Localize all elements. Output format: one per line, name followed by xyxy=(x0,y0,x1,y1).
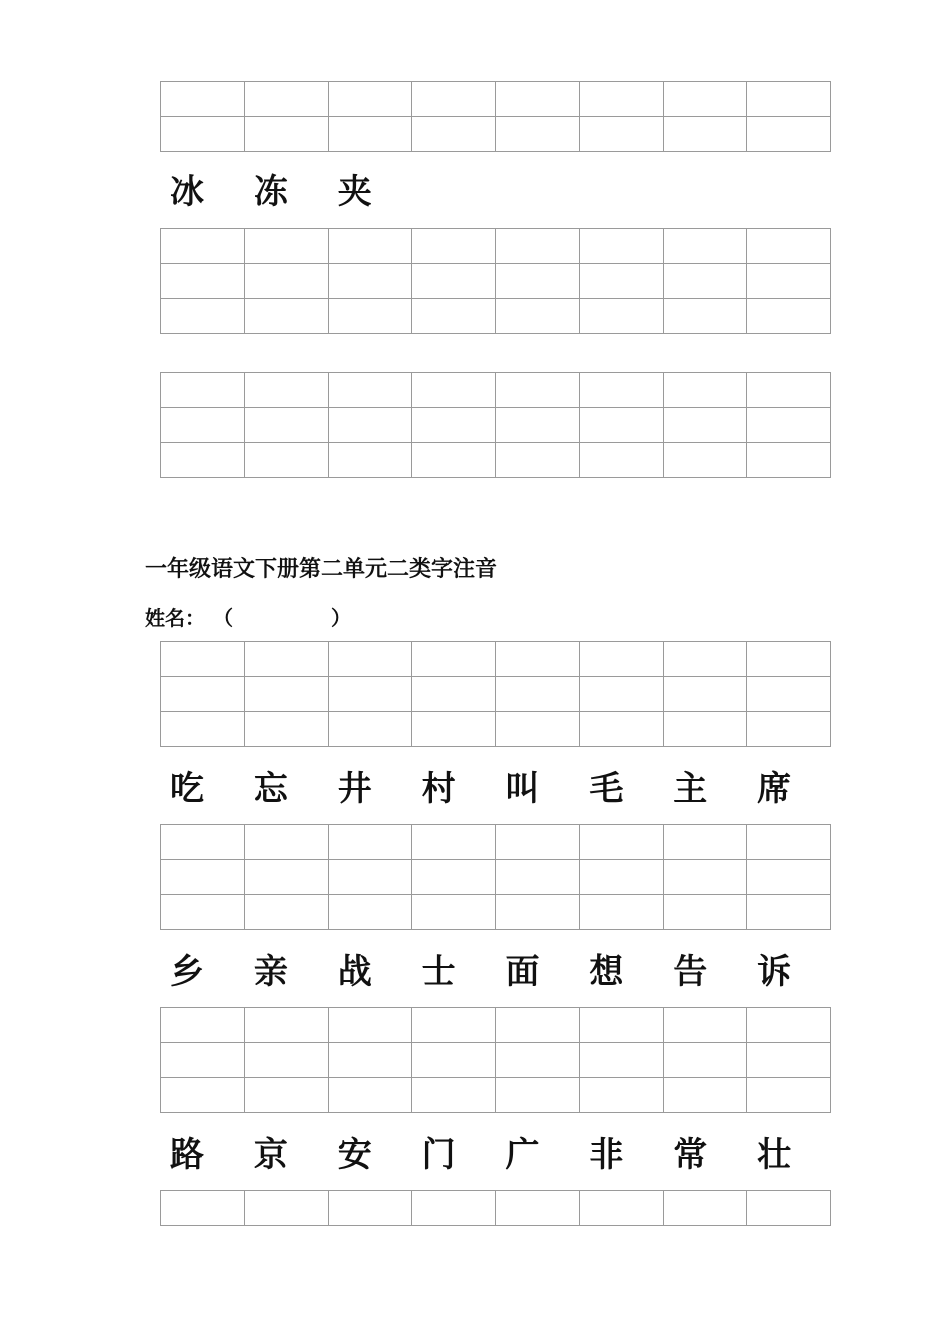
pinyin-cell[interactable] xyxy=(664,117,748,152)
pinyin-cell[interactable] xyxy=(747,1191,831,1226)
hanzi-char: 诉 xyxy=(757,952,792,992)
pinyin-cell[interactable] xyxy=(329,82,413,117)
hanzi-char: 村 xyxy=(421,769,456,809)
pinyin-cell[interactable] xyxy=(329,264,413,299)
pinyin-cell[interactable] xyxy=(161,677,245,712)
pinyin-cell[interactable] xyxy=(412,373,496,408)
pinyin-cell[interactable] xyxy=(245,117,329,152)
pinyin-cell[interactable] xyxy=(496,82,580,117)
pinyin-cell[interactable] xyxy=(245,82,329,117)
pinyin-cell[interactable] xyxy=(496,1043,580,1078)
hanzi-char: 门 xyxy=(421,1135,456,1175)
pinyin-cell[interactable] xyxy=(496,443,580,478)
pinyin-cell[interactable] xyxy=(329,229,413,264)
hanzi-char: 安 xyxy=(337,1135,372,1175)
pinyin-cell[interactable] xyxy=(412,642,496,677)
pinyin-cell[interactable] xyxy=(245,1191,329,1226)
pinyin-cell[interactable] xyxy=(664,1078,748,1113)
pinyin-cell[interactable] xyxy=(747,408,831,443)
pinyin-cell[interactable] xyxy=(161,1078,245,1113)
pinyin-cell[interactable] xyxy=(161,264,245,299)
pinyin-cell[interactable] xyxy=(496,825,580,860)
pinyin-cell[interactable] xyxy=(580,1008,664,1043)
pinyin-cell[interactable] xyxy=(245,895,329,930)
pinyin-cell[interactable] xyxy=(747,712,831,747)
pinyin-cell[interactable] xyxy=(496,642,580,677)
pinyin-cell[interactable] xyxy=(245,860,329,895)
pinyin-cell[interactable] xyxy=(496,117,580,152)
pinyin-cell[interactable] xyxy=(245,373,329,408)
pinyin-cell[interactable] xyxy=(329,443,413,478)
pinyin-cell[interactable] xyxy=(496,1008,580,1043)
hanzi-char: 主 xyxy=(673,769,708,809)
pinyin-cell[interactable] xyxy=(329,373,413,408)
pinyin-grid xyxy=(160,824,831,930)
pinyin-cell[interactable] xyxy=(412,825,496,860)
pinyin-cell[interactable] xyxy=(329,677,413,712)
pinyin-cell[interactable] xyxy=(412,860,496,895)
pinyin-cell[interactable] xyxy=(329,408,413,443)
pinyin-cell[interactable] xyxy=(580,860,664,895)
pinyin-cell[interactable] xyxy=(161,443,245,478)
pinyin-cell[interactable] xyxy=(747,642,831,677)
hanzi-char: 京 xyxy=(253,1135,288,1175)
pinyin-cell[interactable] xyxy=(496,299,580,334)
hanzi-char: 夹 xyxy=(337,172,372,212)
hanzi-char: 吃 xyxy=(170,769,204,809)
hanzi-char: 战 xyxy=(337,952,372,992)
pinyin-cell[interactable] xyxy=(747,1043,831,1078)
hanzi-char: 冰 xyxy=(170,172,204,212)
pinyin-cell[interactable] xyxy=(412,1078,496,1113)
pinyin-cell[interactable] xyxy=(329,299,413,334)
pinyin-cell[interactable] xyxy=(580,1191,664,1226)
pinyin-cell[interactable] xyxy=(245,1043,329,1078)
pinyin-cell[interactable] xyxy=(580,82,664,117)
hanzi-char: 面 xyxy=(505,952,540,992)
pinyin-cell[interactable] xyxy=(747,299,831,334)
pinyin-cell[interactable] xyxy=(161,1191,245,1226)
pinyin-cell[interactable] xyxy=(412,117,496,152)
pinyin-cell[interactable] xyxy=(329,117,413,152)
pinyin-cell[interactable] xyxy=(664,642,748,677)
pinyin-cell[interactable] xyxy=(412,299,496,334)
pinyin-cell[interactable] xyxy=(161,1043,245,1078)
pinyin-cell[interactable] xyxy=(580,642,664,677)
pinyin-cell[interactable] xyxy=(496,264,580,299)
worksheet-title: 一年级语文下册第二单元二类字注音 xyxy=(145,556,498,582)
pinyin-grid xyxy=(160,1007,831,1113)
pinyin-cell[interactable] xyxy=(747,860,831,895)
pinyin-cell[interactable] xyxy=(747,373,831,408)
pinyin-grid-top xyxy=(160,81,831,152)
pinyin-cell[interactable] xyxy=(496,712,580,747)
pinyin-cell[interactable] xyxy=(580,117,664,152)
name-paren-close: ） xyxy=(331,606,351,630)
pinyin-cell[interactable] xyxy=(412,895,496,930)
pinyin-cell[interactable] xyxy=(664,264,748,299)
pinyin-cell[interactable] xyxy=(412,82,496,117)
pinyin-cell[interactable] xyxy=(412,408,496,443)
pinyin-cell[interactable] xyxy=(664,299,748,334)
pinyin-cell[interactable] xyxy=(329,825,413,860)
pinyin-cell[interactable] xyxy=(412,229,496,264)
pinyin-cell[interactable] xyxy=(580,373,664,408)
pinyin-cell[interactable] xyxy=(245,443,329,478)
hanzi-char: 路 xyxy=(170,1135,204,1175)
pinyin-cell[interactable] xyxy=(664,1191,748,1226)
pinyin-cell[interactable] xyxy=(664,895,748,930)
name-line xyxy=(145,602,351,631)
pinyin-cell[interactable] xyxy=(245,1008,329,1043)
pinyin-cell[interactable] xyxy=(161,895,245,930)
pinyin-cell[interactable] xyxy=(747,264,831,299)
pinyin-cell[interactable] xyxy=(245,264,329,299)
pinyin-cell[interactable] xyxy=(664,1008,748,1043)
pinyin-cell[interactable] xyxy=(664,229,748,264)
hanzi-char: 广 xyxy=(505,1135,540,1175)
pinyin-cell[interactable] xyxy=(161,229,245,264)
name-label: 姓名： xyxy=(145,606,205,630)
char-row xyxy=(160,1133,831,1177)
name-paren-open: （ xyxy=(223,606,233,630)
char-row xyxy=(160,767,831,811)
hanzi-char: 常 xyxy=(673,1135,708,1175)
pinyin-cell[interactable] xyxy=(664,82,748,117)
pinyin-cell[interactable] xyxy=(329,712,413,747)
pinyin-cell[interactable] xyxy=(664,408,748,443)
pinyin-cell[interactable] xyxy=(747,82,831,117)
char-row xyxy=(160,950,831,994)
pinyin-cell[interactable] xyxy=(580,677,664,712)
pinyin-cell[interactable] xyxy=(580,1043,664,1078)
hanzi-char: 亲 xyxy=(253,952,288,992)
pinyin-cell[interactable] xyxy=(412,443,496,478)
pinyin-cell[interactable] xyxy=(161,825,245,860)
pinyin-cell[interactable] xyxy=(664,1043,748,1078)
pinyin-cell[interactable] xyxy=(664,677,748,712)
pinyin-cell[interactable] xyxy=(161,408,245,443)
pinyin-cell[interactable] xyxy=(245,642,329,677)
pinyin-cell[interactable] xyxy=(664,443,748,478)
pinyin-cell[interactable] xyxy=(161,642,245,677)
pinyin-grid xyxy=(160,641,831,747)
pinyin-cell[interactable] xyxy=(329,1008,413,1043)
hanzi-char: 冻 xyxy=(253,172,288,212)
pinyin-cell[interactable] xyxy=(496,1078,580,1113)
pinyin-cell[interactable] xyxy=(329,895,413,930)
pinyin-cell[interactable] xyxy=(161,373,245,408)
pinyin-cell[interactable] xyxy=(245,712,329,747)
pinyin-cell[interactable] xyxy=(161,117,245,152)
pinyin-cell[interactable] xyxy=(496,373,580,408)
pinyin-cell[interactable] xyxy=(747,825,831,860)
pinyin-cell[interactable] xyxy=(412,1008,496,1043)
pinyin-cell[interactable] xyxy=(496,229,580,264)
pinyin-cell[interactable] xyxy=(496,895,580,930)
pinyin-cell[interactable] xyxy=(245,299,329,334)
pinyin-cell[interactable] xyxy=(664,860,748,895)
pinyin-cell[interactable] xyxy=(329,1191,413,1226)
pinyin-cell[interactable] xyxy=(747,1008,831,1043)
pinyin-cell[interactable] xyxy=(329,860,413,895)
pinyin-cell[interactable] xyxy=(245,677,329,712)
hanzi-char: 士 xyxy=(421,952,456,992)
pinyin-cell[interactable] xyxy=(412,1043,496,1078)
pinyin-cell[interactable] xyxy=(496,677,580,712)
pinyin-cell[interactable] xyxy=(664,712,748,747)
hanzi-char: 忘 xyxy=(253,769,288,809)
pinyin-cell[interactable] xyxy=(245,825,329,860)
pinyin-cell[interactable] xyxy=(412,677,496,712)
pinyin-cell[interactable] xyxy=(329,1043,413,1078)
hanzi-char: 想 xyxy=(589,952,624,992)
char-row xyxy=(160,170,831,214)
pinyin-cell[interactable] xyxy=(329,642,413,677)
hanzi-char: 席 xyxy=(757,769,792,809)
pinyin-cell[interactable] xyxy=(580,443,664,478)
hanzi-char: 壮 xyxy=(757,1135,792,1175)
pinyin-grid xyxy=(160,228,831,334)
hanzi-char: 毛 xyxy=(589,769,624,809)
pinyin-cell[interactable] xyxy=(580,229,664,264)
pinyin-grid-bottom xyxy=(160,1190,831,1226)
pinyin-cell[interactable] xyxy=(747,229,831,264)
pinyin-cell[interactable] xyxy=(580,895,664,930)
pinyin-cell[interactable] xyxy=(161,82,245,117)
pinyin-cell[interactable] xyxy=(412,712,496,747)
pinyin-cell[interactable] xyxy=(161,712,245,747)
pinyin-cell[interactable] xyxy=(245,1078,329,1113)
hanzi-char: 告 xyxy=(673,952,708,992)
pinyin-cell[interactable] xyxy=(664,825,748,860)
pinyin-cell[interactable] xyxy=(496,860,580,895)
pinyin-cell[interactable] xyxy=(161,1008,245,1043)
pinyin-cell[interactable] xyxy=(580,408,664,443)
pinyin-cell[interactable] xyxy=(747,443,831,478)
hanzi-char: 乡 xyxy=(170,952,204,992)
pinyin-cell[interactable] xyxy=(747,677,831,712)
pinyin-cell[interactable] xyxy=(161,860,245,895)
pinyin-grid xyxy=(160,372,831,478)
pinyin-cell[interactable] xyxy=(412,264,496,299)
hanzi-char: 非 xyxy=(589,1135,624,1175)
pinyin-cell[interactable] xyxy=(580,264,664,299)
pinyin-cell[interactable] xyxy=(245,229,329,264)
pinyin-cell[interactable] xyxy=(245,408,329,443)
pinyin-cell[interactable] xyxy=(329,1078,413,1113)
pinyin-cell[interactable] xyxy=(412,1191,496,1226)
pinyin-cell[interactable] xyxy=(161,299,245,334)
pinyin-cell[interactable] xyxy=(747,1078,831,1113)
hanzi-char: 井 xyxy=(337,769,372,809)
pinyin-cell[interactable] xyxy=(580,712,664,747)
pinyin-cell[interactable] xyxy=(580,825,664,860)
pinyin-cell[interactable] xyxy=(580,299,664,334)
pinyin-cell[interactable] xyxy=(580,1078,664,1113)
pinyin-cell[interactable] xyxy=(496,408,580,443)
pinyin-cell[interactable] xyxy=(496,1191,580,1226)
hanzi-char: 叫 xyxy=(505,769,540,809)
pinyin-cell[interactable] xyxy=(747,117,831,152)
pinyin-cell[interactable] xyxy=(747,895,831,930)
pinyin-cell[interactable] xyxy=(664,373,748,408)
